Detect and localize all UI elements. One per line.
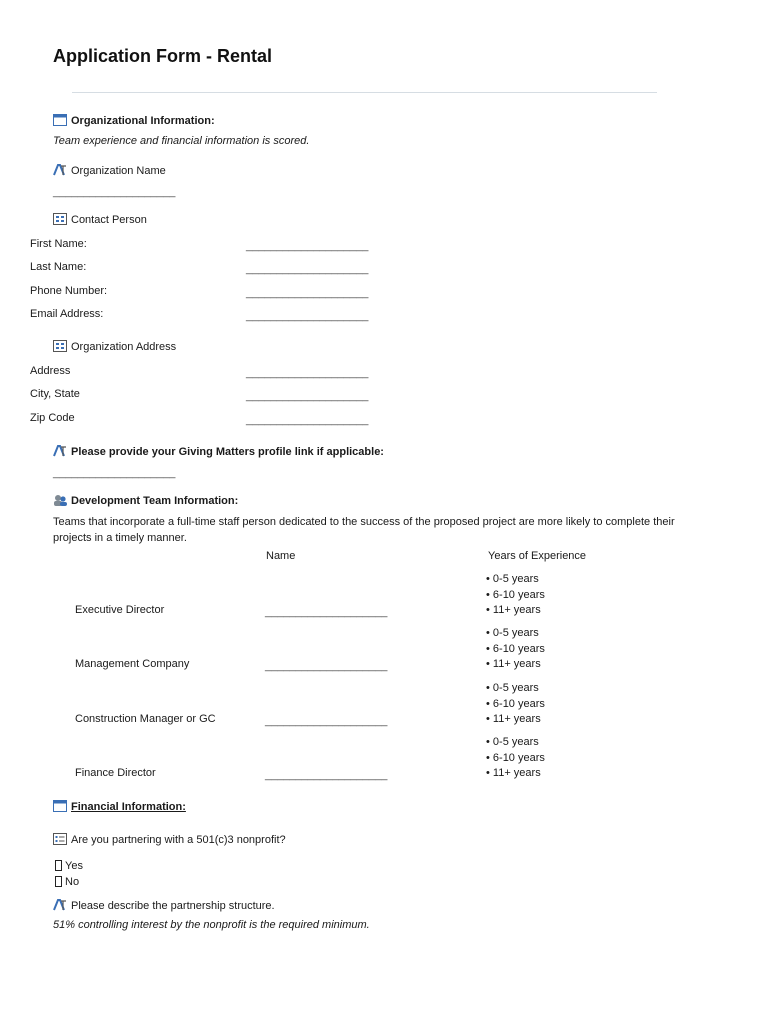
address-heading: Organization Address [53, 340, 176, 353]
contact-heading: Contact Person [53, 213, 147, 226]
role-management-company: Management Company [75, 658, 190, 670]
no-option[interactable]: No [55, 876, 79, 888]
option-0-5[interactable]: • 0-5 years [486, 682, 539, 694]
org-section-heading: Organizational Information: [53, 114, 215, 127]
option-0-5[interactable]: • 0-5 years [486, 573, 539, 585]
nonprofit-question: Are you partnering with a 501(c)3 nonprofit? [53, 833, 286, 846]
last-name-label: Last Name: [30, 261, 87, 273]
phone-field[interactable]: ____________________ [246, 287, 369, 299]
financial-heading: Financial Information: [53, 800, 186, 813]
org-name-label: Organization Name [53, 164, 166, 177]
option-11-plus[interactable]: • 11+ years [486, 658, 541, 670]
option-11-plus[interactable]: • 11+ years [486, 604, 541, 616]
email-label: Email Address: [30, 308, 104, 320]
years-options-management [486, 626, 545, 673]
yes-checkbox[interactable] [55, 860, 62, 871]
years-options-executive [486, 572, 545, 619]
giving-heading: Please provide your Giving Matters profile link if applicable: [53, 445, 384, 458]
option-0-5[interactable]: • 0-5 years [486, 627, 539, 639]
finance-director-name-field[interactable]: ____________________ [265, 769, 388, 781]
org-note: Team experience and financial information is scored. [53, 135, 310, 147]
text-field-icon [53, 899, 67, 911]
role-finance-director: Finance Director [75, 767, 156, 779]
devteam-heading: Development Team Information: [53, 494, 238, 507]
construction-manager-name-field[interactable]: ____________________ [265, 715, 388, 727]
option-6-10[interactable]: • 6-10 years [486, 751, 545, 764]
last-name-field[interactable]: ____________________ [246, 263, 369, 275]
first-name-field[interactable]: ____________________ [246, 240, 369, 252]
management-company-name-field[interactable]: ____________________ [265, 660, 388, 672]
col-name-header: Name [266, 550, 296, 562]
org-name-field[interactable]: ____________________ [53, 186, 176, 198]
option-6-10[interactable]: • 6-10 years [486, 588, 545, 601]
years-options-finance [486, 735, 545, 782]
option-6-10[interactable]: • 6-10 years [486, 697, 545, 710]
team-icon [53, 494, 67, 506]
option-11-plus[interactable]: • 11+ years [486, 713, 541, 725]
giving-link-field[interactable]: ____________________ [53, 467, 176, 479]
option-6-10[interactable]: • 6-10 years [486, 642, 545, 655]
address-field[interactable]: ____________________ [246, 367, 369, 379]
text-field-icon [53, 164, 67, 176]
option-11-plus[interactable]: • 11+ years [486, 767, 541, 779]
partnership-question: Please describe the partnership structure. [53, 899, 275, 912]
form-icon [53, 800, 67, 812]
role-construction-manager: Construction Manager or GC [75, 713, 216, 725]
zip-field[interactable]: ____________________ [246, 414, 369, 426]
first-name-label: First Name: [30, 238, 87, 250]
city-state-field[interactable]: ____________________ [246, 390, 369, 402]
zip-label: Zip Code [30, 412, 75, 424]
option-0-5[interactable]: • 0-5 years [486, 736, 539, 748]
devteam-note: Teams that incorporate a full-time staff person dedicated to the success of the proposed project are more likely to complete their projects in a timely manner. [53, 516, 675, 544]
no-checkbox[interactable] [55, 876, 62, 887]
col-years-header: Years of Experience [488, 550, 587, 562]
executive-director-name-field[interactable]: ____________________ [265, 606, 388, 618]
text-field-icon [53, 445, 67, 457]
phone-label: Phone Number: [30, 285, 108, 297]
header-divider [72, 92, 657, 93]
list-icon [53, 833, 67, 845]
field-group-icon [53, 213, 67, 225]
role-executive-director: Executive Director [75, 604, 165, 616]
page-title: Application Form - Rental [53, 46, 273, 66]
partnership-note: 51% controlling interest by the nonprofit is the required minimum. [53, 919, 370, 931]
email-field[interactable]: ____________________ [246, 310, 369, 322]
field-group-icon [53, 340, 67, 352]
yes-option[interactable]: Yes [55, 860, 83, 872]
form-icon [53, 114, 67, 126]
years-options-construction [486, 681, 545, 728]
city-state-label: City, State [30, 388, 80, 400]
address-label: Address [30, 365, 71, 377]
